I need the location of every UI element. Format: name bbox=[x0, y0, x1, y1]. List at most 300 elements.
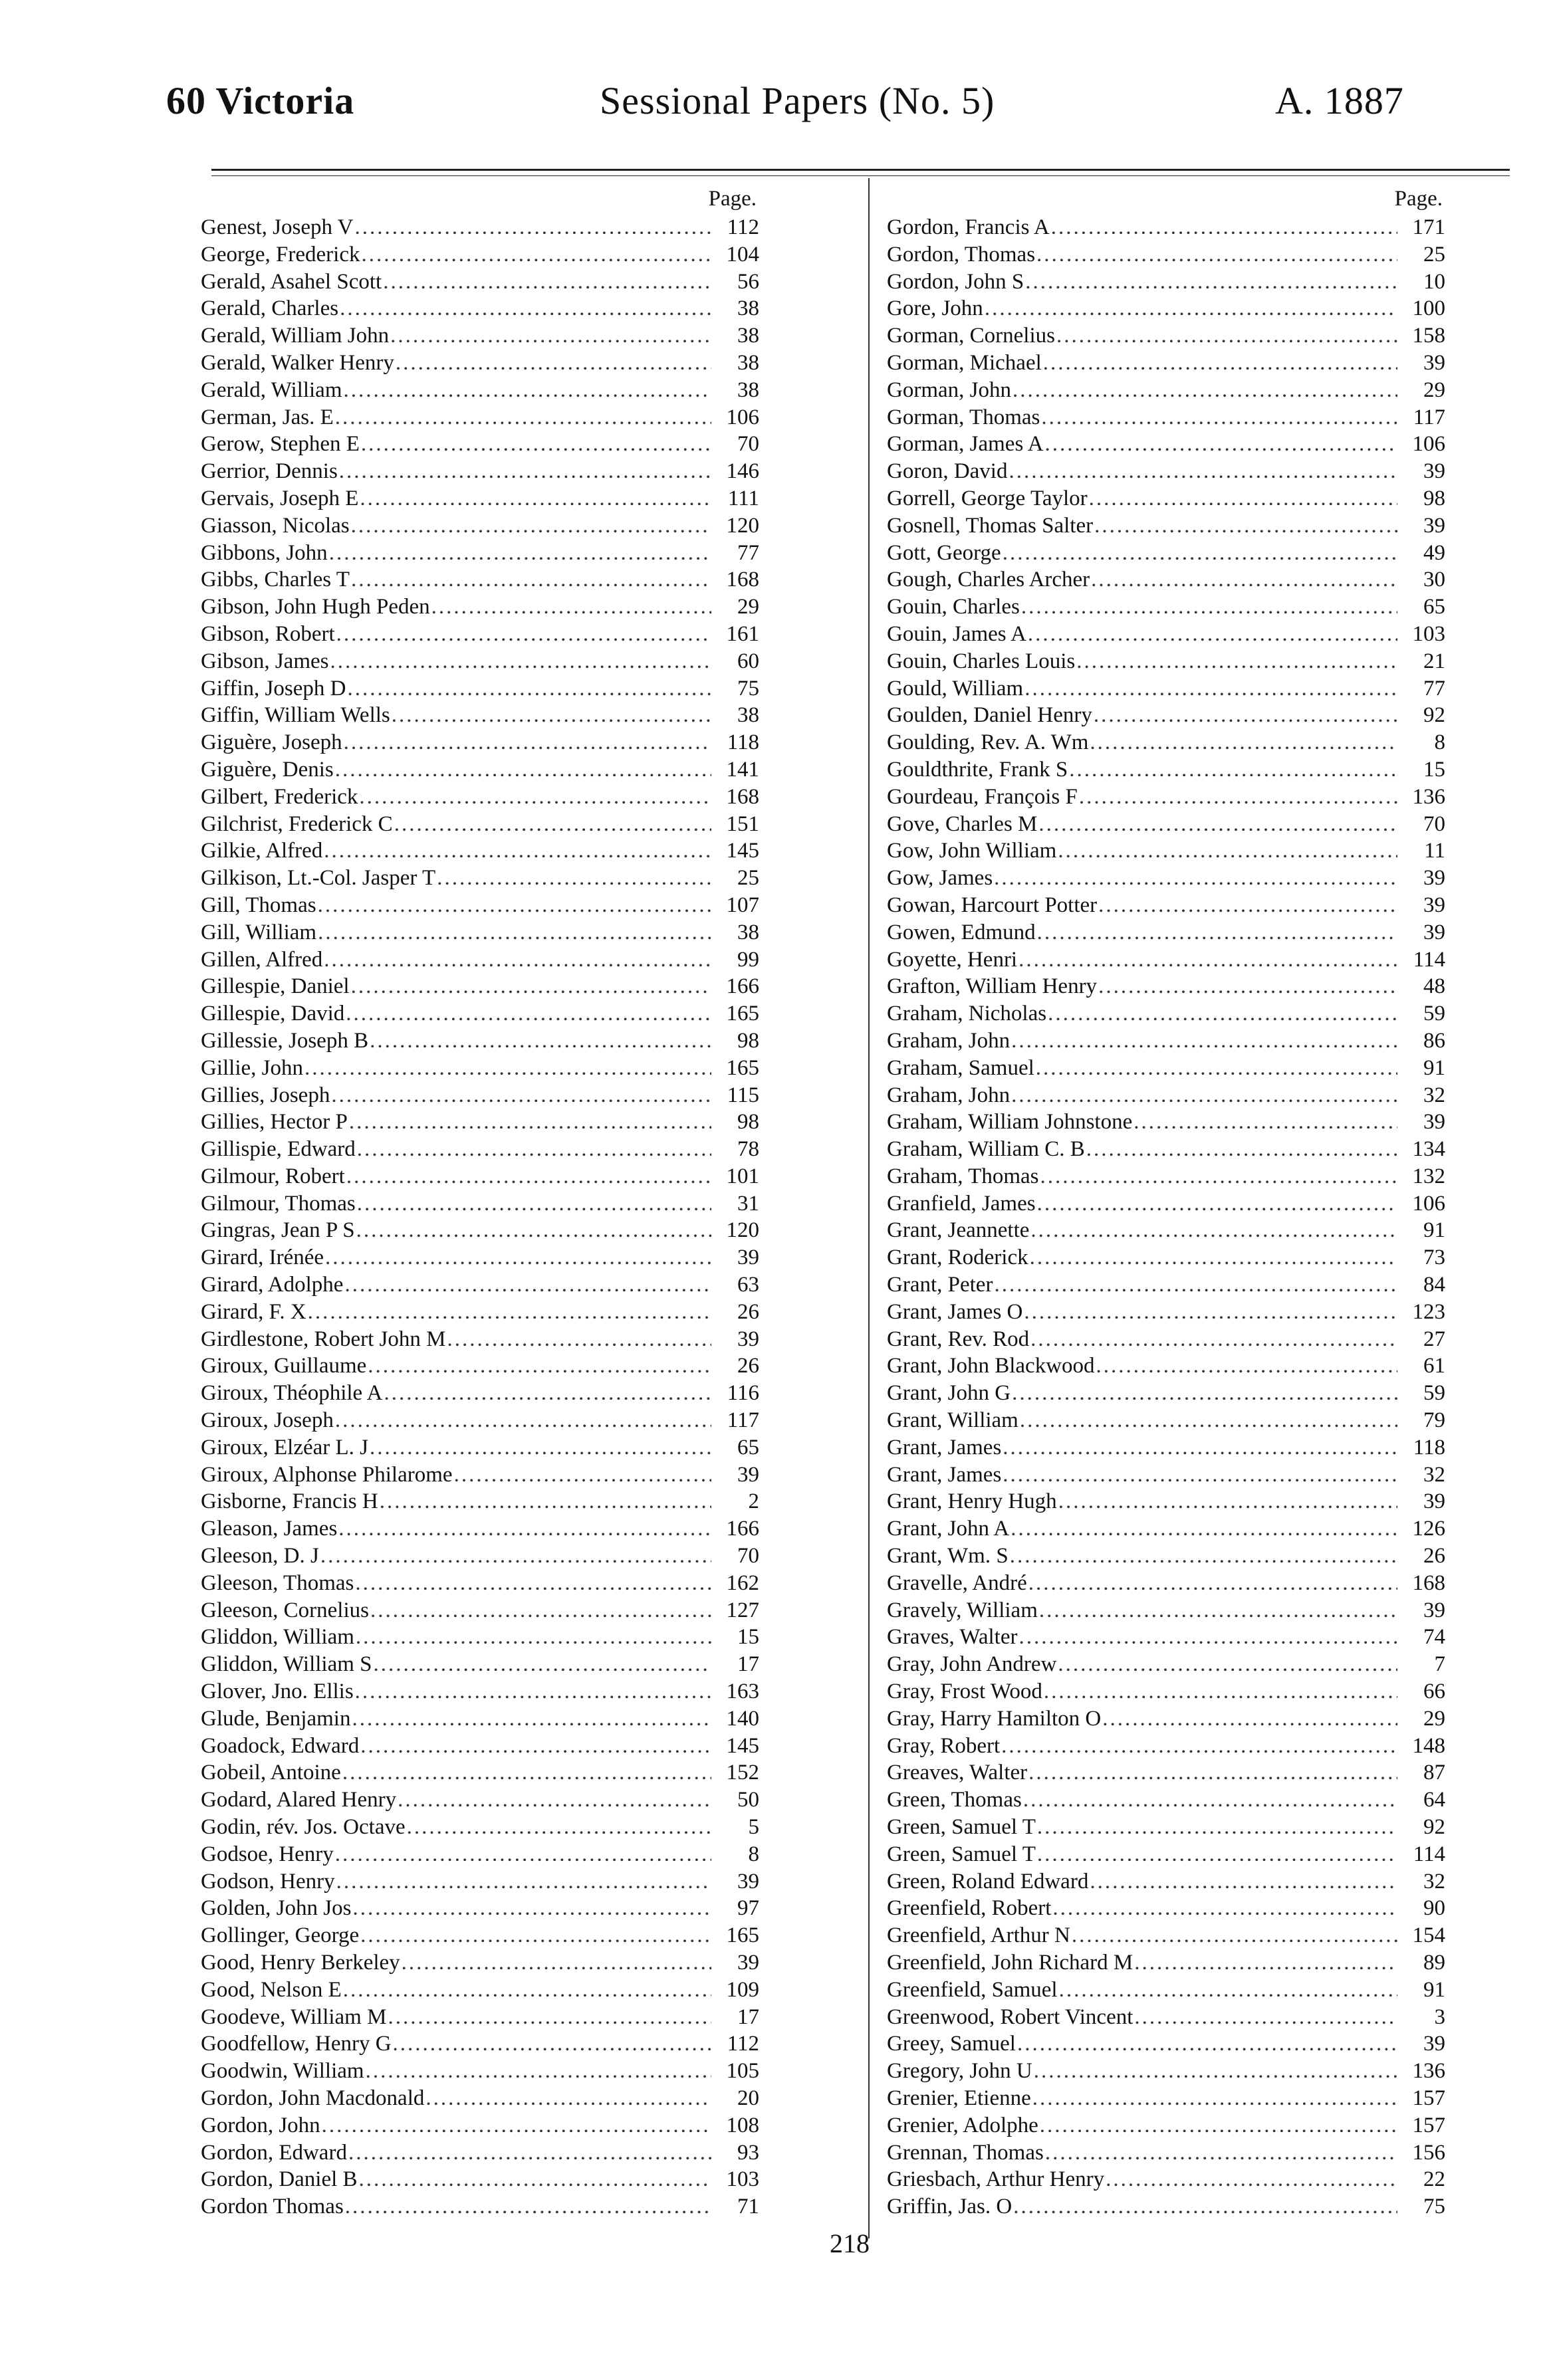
entry-name: Gleeson, D. J bbox=[201, 1544, 319, 1569]
entry-name: Godin, rév. Jos. Octave bbox=[201, 1815, 406, 1840]
index-entry bbox=[201, 1515, 759, 1543]
entry-page: 8 bbox=[748, 1842, 759, 1866]
entry-page: 112 bbox=[727, 2032, 759, 2056]
entry-page: 29 bbox=[1423, 378, 1445, 402]
entry-name: Gourdeau, François F bbox=[887, 784, 1078, 809]
index-entry bbox=[887, 1380, 1445, 1407]
index-column-left bbox=[201, 183, 759, 2220]
entry-name: Golden, John Jos bbox=[201, 1896, 352, 1921]
index-entry bbox=[887, 1055, 1445, 1082]
page-column-heading: Page. bbox=[708, 187, 757, 211]
entry-name: Gravely, William bbox=[887, 1598, 1038, 1622]
index-entry bbox=[201, 512, 759, 540]
index-entry bbox=[887, 1651, 1445, 1678]
index-entry bbox=[887, 2030, 1445, 2058]
entry-name: Grant, John Blackwood bbox=[887, 1354, 1095, 1378]
entry-page: 107 bbox=[726, 893, 759, 917]
index-entry bbox=[201, 784, 759, 811]
entry-name: Gregory, John U bbox=[887, 2059, 1032, 2084]
index-entry bbox=[887, 1488, 1445, 1515]
leader-dots bbox=[335, 1868, 711, 1895]
entry-page: 39 bbox=[1423, 866, 1445, 891]
leader-dots bbox=[359, 1733, 711, 1760]
leader-dots bbox=[329, 648, 712, 675]
entry-page: 118 bbox=[727, 730, 759, 755]
entry-page: 26 bbox=[737, 1299, 759, 1324]
leader-dots bbox=[445, 1326, 711, 1353]
index-entry bbox=[887, 1326, 1445, 1353]
leader-dots bbox=[330, 1082, 711, 1109]
entry-page: 39 bbox=[1423, 893, 1445, 917]
entry-name: Goodwin, William bbox=[201, 2059, 364, 2084]
leader-dots bbox=[1007, 458, 1397, 485]
entry-name: Gouin, Charles bbox=[887, 595, 1020, 619]
index-entry bbox=[201, 1733, 759, 1760]
entry-page: 38 bbox=[737, 296, 759, 321]
entry-page: 86 bbox=[1423, 1028, 1445, 1053]
leader-dots bbox=[1093, 512, 1397, 540]
entry-name: Giroux, Théophile A bbox=[201, 1381, 383, 1406]
entry-name: Grennan, Thomas bbox=[887, 2140, 1044, 2165]
index-entry bbox=[201, 892, 759, 919]
index-entry bbox=[887, 784, 1445, 811]
leader-dots bbox=[368, 1434, 711, 1461]
leader-dots bbox=[351, 1895, 711, 1922]
entry-page: 50 bbox=[737, 1788, 759, 1812]
entry-name: Gillespie, Daniel bbox=[201, 974, 350, 999]
index-entry bbox=[201, 1868, 759, 1895]
leader-dots bbox=[424, 2085, 711, 2112]
index-entry bbox=[887, 1271, 1445, 1299]
leader-dots bbox=[983, 295, 1397, 322]
entry-page: 39 bbox=[1423, 2032, 1445, 2056]
entry-page: 56 bbox=[737, 269, 759, 294]
column-divider bbox=[868, 178, 870, 2238]
leader-dots bbox=[1017, 946, 1397, 974]
index-entry bbox=[201, 1407, 759, 1434]
entry-name: Gowan, Harcourt Potter bbox=[887, 893, 1098, 917]
index-entry bbox=[201, 811, 759, 838]
entry-name: Giguère, Joseph bbox=[201, 730, 342, 755]
entry-page: 92 bbox=[1423, 703, 1445, 728]
entry-name: Gisborne, Francis H bbox=[201, 1489, 378, 1514]
entry-page: 134 bbox=[1412, 1137, 1445, 1162]
entry-name: Graham, John bbox=[887, 1083, 1011, 1107]
entry-name: Green, Samuel T bbox=[887, 1842, 1036, 1866]
leader-dots bbox=[993, 865, 1397, 892]
index-entry bbox=[201, 1922, 759, 1949]
entry-page: 126 bbox=[1412, 1517, 1445, 1541]
entry-name: Gough, Charles Archer bbox=[887, 568, 1090, 592]
entry-name: Gibson, James bbox=[201, 649, 329, 673]
index-entry bbox=[887, 431, 1445, 458]
entry-name: Gilkie, Alfred bbox=[201, 839, 323, 863]
leader-dots bbox=[1012, 2193, 1397, 2220]
index-entry bbox=[201, 1217, 759, 1244]
entry-page: 15 bbox=[1423, 757, 1445, 782]
entry-page: 117 bbox=[1413, 405, 1445, 429]
entry-page: 114 bbox=[1413, 947, 1445, 972]
entry-page: 70 bbox=[737, 1544, 759, 1569]
index-entry bbox=[887, 892, 1445, 919]
leader-dots bbox=[360, 431, 711, 458]
entry-page: 151 bbox=[726, 811, 759, 836]
header-rule bbox=[211, 169, 1510, 171]
entry-name: Griffin, Jas. O bbox=[887, 2195, 1013, 2219]
index-entry bbox=[201, 1705, 759, 1733]
index-entry bbox=[887, 1217, 1445, 1244]
index-column-right bbox=[887, 183, 1445, 2220]
index-entry bbox=[201, 946, 759, 974]
entry-page: 91 bbox=[1423, 1055, 1445, 1080]
entry-page: 108 bbox=[726, 2113, 759, 2137]
index-entry bbox=[887, 1515, 1445, 1543]
entry-name: Goulden, Daniel Henry bbox=[887, 703, 1092, 728]
index-entry bbox=[201, 241, 759, 269]
entry-name: Gibbs, Charles T bbox=[201, 568, 350, 592]
entry-page: 152 bbox=[726, 1761, 759, 1785]
entry-page: 162 bbox=[726, 1570, 759, 1595]
entry-page: 100 bbox=[1412, 296, 1445, 321]
entry-page: 3 bbox=[1434, 2004, 1445, 2029]
entry-page: 39 bbox=[1423, 1110, 1445, 1135]
index-entry bbox=[887, 241, 1445, 269]
entry-page: 38 bbox=[737, 703, 759, 728]
leader-dots bbox=[1088, 729, 1397, 756]
index-entry bbox=[887, 702, 1445, 729]
entry-name: Gerald, Charles bbox=[201, 296, 339, 321]
entry-name: Greaves, Walter bbox=[887, 1761, 1028, 1785]
entry-name: Grant, Wm. S bbox=[887, 1544, 1009, 1569]
entry-page: 38 bbox=[737, 378, 759, 402]
index-entry bbox=[887, 322, 1445, 350]
index-entry bbox=[887, 1461, 1445, 1489]
leader-dots bbox=[369, 1597, 711, 1624]
leader-dots bbox=[1056, 837, 1397, 865]
entry-page: 117 bbox=[727, 1408, 759, 1433]
entry-name: Gosnell, Thomas Salter bbox=[887, 513, 1094, 538]
entry-page: 22 bbox=[1423, 2167, 1445, 2192]
index-entry bbox=[201, 594, 759, 621]
leader-dots bbox=[319, 1543, 711, 1570]
leader-dots bbox=[406, 1814, 711, 1841]
entry-name: Gilmour, Thomas bbox=[201, 1191, 356, 1216]
entry-name: Graham, William Johnstone bbox=[887, 1110, 1133, 1135]
entry-page: 39 bbox=[737, 1951, 759, 1975]
leader-dots bbox=[303, 1055, 711, 1082]
entry-name: Giasson, Nicolas bbox=[201, 513, 350, 538]
index-entry bbox=[201, 1000, 759, 1028]
index-entry bbox=[887, 1352, 1445, 1380]
index-entry bbox=[887, 214, 1445, 241]
index-entry bbox=[201, 1597, 759, 1624]
entry-page: 5 bbox=[748, 1815, 759, 1840]
index-entry bbox=[201, 1949, 759, 1977]
leader-dots bbox=[1036, 1841, 1397, 1868]
leader-dots bbox=[1011, 1380, 1397, 1407]
index-entry bbox=[887, 485, 1445, 512]
index-entry bbox=[201, 2085, 759, 2112]
entry-name: Grenier, Etienne bbox=[887, 2086, 1031, 2110]
entry-page: 63 bbox=[737, 1273, 759, 1297]
leader-dots bbox=[1023, 675, 1397, 703]
entry-page: 65 bbox=[737, 1435, 759, 1460]
entry-name: Gowen, Edmund bbox=[887, 920, 1036, 944]
leader-dots bbox=[337, 1515, 711, 1543]
index-entry bbox=[201, 1461, 759, 1489]
entry-page: 59 bbox=[1423, 1381, 1445, 1406]
index-entry bbox=[887, 675, 1445, 703]
entry-page: 101 bbox=[726, 1164, 759, 1188]
entry-page: 145 bbox=[726, 839, 759, 863]
leader-dots bbox=[1022, 1299, 1397, 1326]
leader-dots bbox=[430, 594, 711, 621]
index-entry bbox=[201, 1271, 759, 1299]
entry-name: Gibson, John Hugh Peden bbox=[201, 595, 430, 619]
index-entry bbox=[887, 1868, 1445, 1895]
index-entry bbox=[887, 1814, 1445, 1841]
leader-dots bbox=[1075, 648, 1397, 675]
entry-name: Green, Samuel T bbox=[887, 1815, 1036, 1840]
index-entry bbox=[887, 1543, 1445, 1570]
entry-page: 61 bbox=[1423, 1354, 1445, 1378]
entry-page: 127 bbox=[726, 1598, 759, 1622]
index-entry bbox=[201, 377, 759, 404]
entry-name: Gerald, William bbox=[201, 378, 342, 402]
leader-dots bbox=[356, 1136, 711, 1163]
leader-dots bbox=[1101, 1705, 1397, 1733]
index-entry bbox=[887, 2139, 1445, 2167]
leader-dots bbox=[1078, 784, 1397, 811]
leader-dots bbox=[1055, 322, 1397, 350]
leader-dots bbox=[378, 1488, 711, 1515]
entry-name: Genest, Joseph V bbox=[201, 215, 354, 239]
entry-name: Gore, John bbox=[887, 296, 983, 321]
entry-page: 11 bbox=[1424, 839, 1445, 863]
leader-dots bbox=[1092, 702, 1397, 729]
index-entry bbox=[201, 1977, 759, 2004]
entry-name: Gordon, Thomas bbox=[887, 242, 1036, 267]
entry-page: 7 bbox=[1434, 1652, 1445, 1677]
entry-page: 32 bbox=[1423, 1462, 1445, 1487]
leader-dots bbox=[366, 1352, 711, 1380]
index-entry bbox=[201, 1352, 759, 1380]
index-entry bbox=[201, 431, 759, 458]
leader-dots bbox=[1035, 241, 1397, 269]
index-entry bbox=[201, 1624, 759, 1651]
entry-name: Gleeson, Thomas bbox=[201, 1570, 354, 1595]
leader-dots bbox=[324, 1244, 711, 1271]
entry-name: Graham, Samuel bbox=[887, 1055, 1034, 1080]
entry-page: 98 bbox=[737, 1110, 759, 1135]
entry-page: 168 bbox=[726, 568, 759, 592]
entry-page: 165 bbox=[726, 1055, 759, 1080]
leader-dots bbox=[390, 702, 711, 729]
entry-name: Giroux, Joseph bbox=[201, 1408, 334, 1433]
leader-dots bbox=[382, 269, 711, 296]
leader-dots bbox=[1018, 1407, 1397, 1434]
entry-page: 168 bbox=[1412, 1570, 1445, 1595]
leader-dots bbox=[1044, 431, 1397, 458]
entry-page: 8 bbox=[1434, 730, 1445, 755]
entry-name: Gerow, Stephen E bbox=[201, 432, 360, 457]
entry-page: 118 bbox=[1413, 1435, 1445, 1460]
entry-page: 65 bbox=[1423, 595, 1445, 619]
leader-dots bbox=[356, 1190, 711, 1218]
entry-page: 25 bbox=[737, 866, 759, 891]
page-column-heading: Page. bbox=[1394, 187, 1443, 211]
index-entry bbox=[887, 2166, 1445, 2193]
entry-name: Giroux, Guillaume bbox=[201, 1354, 367, 1378]
leader-dots bbox=[1133, 2004, 1397, 2031]
index-entry bbox=[887, 1000, 1445, 1028]
leader-dots bbox=[1050, 214, 1397, 241]
entry-name: Gorrell, George Taylor bbox=[887, 486, 1088, 510]
entry-name: Goyette, Henri bbox=[887, 947, 1018, 972]
entry-name: Gerald, Asahel Scott bbox=[201, 269, 382, 294]
index-entry bbox=[201, 1109, 759, 1136]
entry-name: Gordon, John S bbox=[887, 269, 1024, 294]
entry-page: 146 bbox=[726, 459, 759, 484]
leader-dots bbox=[320, 2112, 711, 2139]
leader-dots bbox=[359, 1922, 711, 1949]
entry-page: 21 bbox=[1423, 649, 1445, 673]
index-entry bbox=[887, 404, 1445, 431]
index-entry bbox=[887, 540, 1445, 567]
leader-dots bbox=[993, 1271, 1397, 1299]
entry-name: Gouldthrite, Frank S bbox=[887, 757, 1068, 782]
entry-name: Gott, George bbox=[887, 540, 1001, 565]
index-entry bbox=[201, 350, 759, 377]
index-entry bbox=[887, 1922, 1445, 1949]
entry-name: Greenfield, Robert bbox=[887, 1896, 1052, 1921]
index-entry bbox=[201, 2166, 759, 2193]
entry-name: George, Frederick bbox=[201, 242, 360, 267]
entry-name: Gillespie, David bbox=[201, 1002, 345, 1026]
entry-name: Gorman, James A bbox=[887, 432, 1044, 457]
entry-name: Gingras, Jean P S bbox=[201, 1218, 355, 1243]
index-entry bbox=[887, 621, 1445, 648]
leader-dots bbox=[334, 404, 711, 431]
leader-dots bbox=[346, 675, 711, 703]
index-entry bbox=[887, 1786, 1445, 1814]
entry-page: 25 bbox=[1423, 242, 1445, 267]
entry-name: Gill, William bbox=[201, 920, 317, 944]
index-entry bbox=[201, 1895, 759, 1922]
index-entry bbox=[887, 594, 1445, 621]
leader-dots bbox=[348, 1109, 711, 1136]
entry-name: Gilkison, Lt.-Col. Jasper T bbox=[201, 866, 436, 891]
entry-name: Grant, Rev. Rod bbox=[887, 1327, 1030, 1351]
entry-page: 97 bbox=[737, 1896, 759, 1921]
leader-dots bbox=[342, 729, 711, 756]
index-entry bbox=[201, 295, 759, 322]
index-entry bbox=[201, 1651, 759, 1678]
entry-name: Girard, Adolphe bbox=[201, 1273, 344, 1297]
entry-page: 66 bbox=[1423, 1679, 1445, 1704]
leader-dots bbox=[338, 295, 711, 322]
index-entry bbox=[201, 973, 759, 1000]
entry-name: Greey, Samuel bbox=[887, 2032, 1016, 2056]
leader-dots bbox=[343, 1271, 711, 1299]
leader-dots bbox=[1058, 1977, 1397, 2004]
entry-page: 157 bbox=[1412, 2086, 1445, 2110]
entry-name: Gordon, John bbox=[201, 2113, 320, 2137]
entry-name: Gliddon, William S bbox=[201, 1652, 372, 1677]
leader-dots bbox=[1026, 621, 1397, 648]
entry-name: Grant, James bbox=[887, 1462, 1002, 1487]
entry-name: Grant, Henry Hugh bbox=[887, 1489, 1057, 1514]
entry-page: 157 bbox=[1412, 2113, 1445, 2137]
index-entry bbox=[887, 1109, 1445, 1136]
index-entry bbox=[201, 540, 759, 567]
leader-dots bbox=[1039, 1163, 1397, 1190]
leader-dots bbox=[1057, 1488, 1397, 1515]
leader-dots bbox=[350, 1705, 711, 1733]
entry-name: Gollinger, George bbox=[201, 1923, 360, 1948]
entry-name: Gilmour, Robert bbox=[201, 1164, 345, 1188]
entry-name: Gould, William bbox=[887, 676, 1024, 701]
entry-page: 166 bbox=[726, 974, 759, 999]
entry-name: Green, Thomas bbox=[887, 1788, 1022, 1812]
entry-name: Good, Henry Berkeley bbox=[201, 1951, 400, 1975]
index-entry bbox=[201, 1082, 759, 1109]
index-entry bbox=[201, 919, 759, 946]
leader-dots bbox=[368, 1028, 711, 1055]
entry-name: Goron, David bbox=[887, 459, 1008, 484]
leader-dots bbox=[345, 1163, 711, 1190]
entry-name: Graham, John bbox=[887, 1028, 1011, 1053]
leader-dots bbox=[1020, 594, 1397, 621]
entry-name: Gilchrist, Frederick C bbox=[201, 811, 393, 836]
entry-name: Gliddon, William bbox=[201, 1625, 354, 1650]
entry-page: 106 bbox=[1412, 432, 1445, 457]
entry-name: Gillies, Joseph bbox=[201, 1083, 330, 1107]
entry-page: 104 bbox=[726, 242, 759, 267]
leader-dots bbox=[1044, 2139, 1397, 2167]
index-entry bbox=[887, 946, 1445, 974]
entry-name: Gervais, Joseph E bbox=[201, 486, 359, 510]
leader-dots bbox=[358, 2166, 711, 2193]
index-entry bbox=[887, 1895, 1445, 1922]
entry-page: 75 bbox=[737, 676, 759, 701]
leader-dots bbox=[1031, 2085, 1397, 2112]
leader-dots bbox=[1032, 2058, 1397, 2085]
entry-page: 136 bbox=[1412, 2059, 1445, 2084]
leader-dots bbox=[316, 919, 711, 946]
index-entry bbox=[201, 214, 759, 241]
index-entry bbox=[201, 1678, 759, 1705]
leader-dots bbox=[358, 485, 711, 512]
leader-dots bbox=[364, 2058, 711, 2085]
entry-page: 10 bbox=[1423, 269, 1445, 294]
leader-dots bbox=[1036, 1190, 1397, 1218]
leader-dots bbox=[1034, 1055, 1397, 1082]
leader-dots bbox=[1010, 1028, 1397, 1055]
entry-page: 27 bbox=[1423, 1327, 1445, 1351]
entry-name: Gorman, Cornelius bbox=[887, 324, 1055, 348]
entry-name: Goulding, Rev. A. Wm bbox=[887, 730, 1089, 755]
index-entry bbox=[887, 295, 1445, 322]
leader-dots bbox=[1133, 1949, 1397, 1977]
index-entry bbox=[201, 756, 759, 784]
entry-name: Giguère, Denis bbox=[201, 757, 334, 782]
index-entry bbox=[201, 1814, 759, 1841]
index-entry bbox=[887, 1299, 1445, 1326]
entry-page: 17 bbox=[737, 2004, 759, 2029]
entry-page: 145 bbox=[726, 1733, 759, 1758]
entry-page: 90 bbox=[1423, 1896, 1445, 1921]
